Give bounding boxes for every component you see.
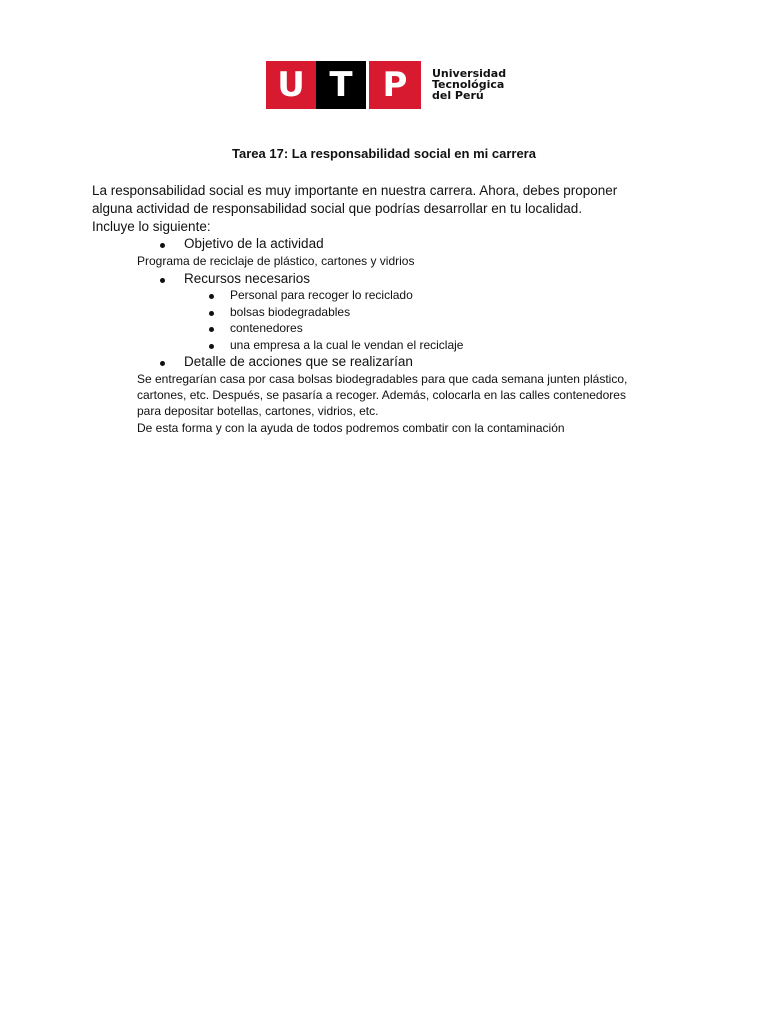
resource-item: bolsas biodegradables <box>230 305 351 319</box>
logo-university-name <box>432 68 506 101</box>
section-heading-objective: Objetivo de la actividad <box>184 236 324 251</box>
bullet-icon <box>209 294 214 299</box>
intro-line: La responsabilidad social es muy importante en nuestra carrera. Ahora, debes proponer <box>92 183 618 198</box>
bullet-icon <box>209 344 214 349</box>
resource-item: Personal para recoger lo reciclado <box>230 288 413 302</box>
intro-paragraph <box>92 182 692 236</box>
logo-letter-t: T <box>316 61 366 109</box>
objective-text: Programa de reciclaje de plástico, cartones y vidrios <box>137 254 415 268</box>
logo-letter-u: U <box>266 61 316 109</box>
section-heading-resources: Recursos necesarios <box>184 271 311 286</box>
resource-item: contenedores <box>230 321 303 335</box>
section-heading-actions: Detalle de acciones que se realizarían <box>184 354 413 369</box>
bullet-icon <box>160 278 165 283</box>
logo-name-line: Tecnológica <box>432 78 505 91</box>
bullet-icon <box>209 327 214 332</box>
actions-paragraph-line: De esta forma y con la ayuda de todos podremos combatir con la contaminación <box>137 421 565 435</box>
logo-letter-p: P <box>369 61 421 109</box>
bullet-icon <box>160 243 165 248</box>
bullet-icon <box>160 361 165 366</box>
logo-name-line: del Perú <box>432 89 484 102</box>
document-title: Tarea 17: La responsabilidad social en mi carrera <box>232 146 536 161</box>
actions-paragraph-line: cartones, etc. Después, se pasaría a recoger. Además, colocarla en las calles contenedores <box>137 388 626 402</box>
intro-line: alguna actividad de responsabilidad social que podrías desarrollar en tu localidad. <box>92 201 583 216</box>
resource-item: una empresa a la cual le vendan el reciclaje <box>230 338 464 352</box>
actions-paragraph-line: para depositar botellas, cartones, vidrios, etc. <box>137 404 379 418</box>
intro-line: Incluye lo siguiente: <box>92 219 211 234</box>
bullet-icon <box>209 311 214 316</box>
utp-logo <box>266 61 516 109</box>
actions-paragraph-line: Se entregarían casa por casa bolsas biodegradables para que cada semana junten plástico, <box>137 372 628 386</box>
logo-name-line: Universidad <box>432 67 507 80</box>
